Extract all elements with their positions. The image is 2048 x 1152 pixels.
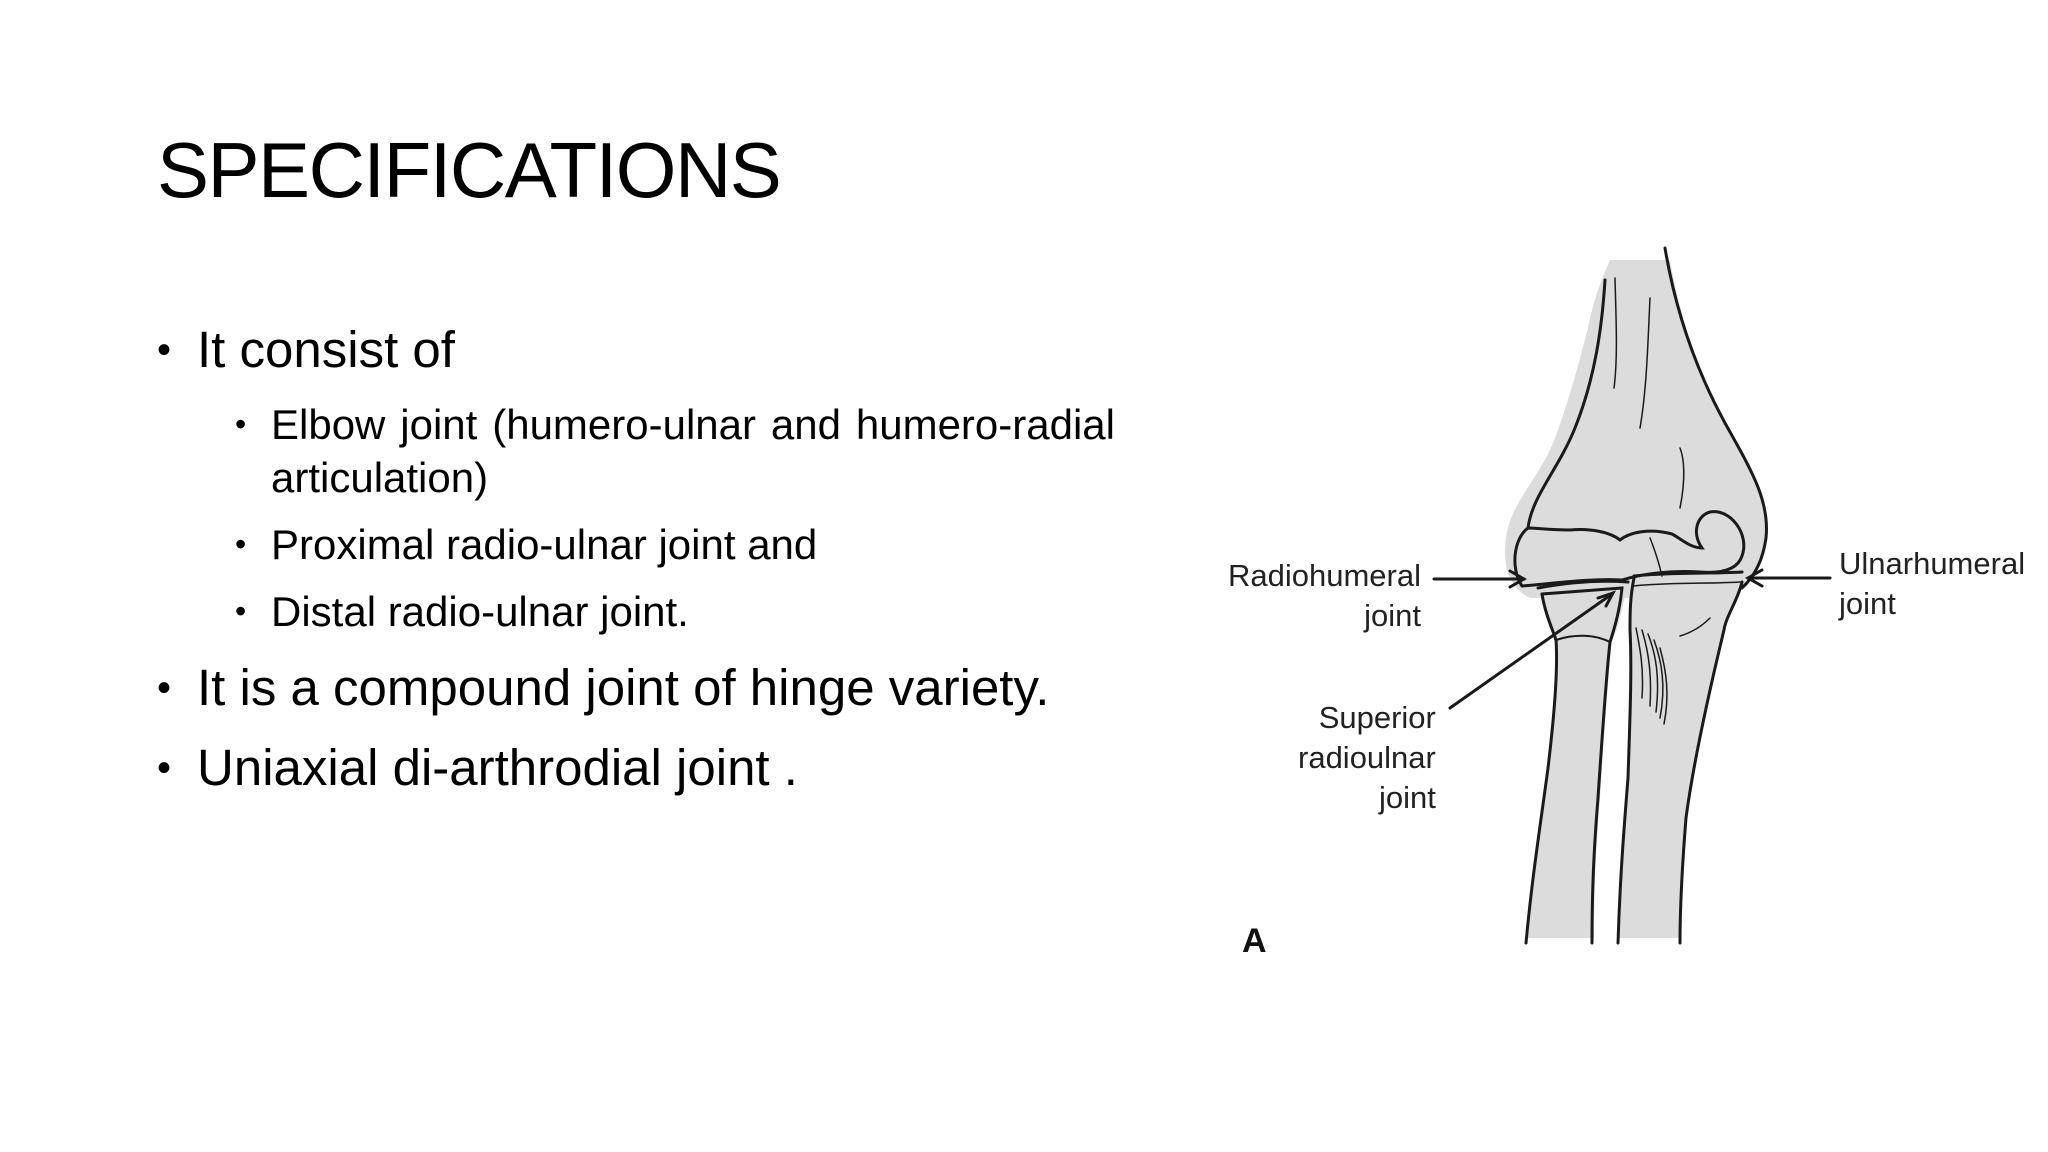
sub-bullet-dot-icon: • xyxy=(235,593,247,629)
bullet-list xyxy=(157,318,1157,816)
radiohumeral-label xyxy=(1228,556,1421,636)
figure-panel-letter: A xyxy=(1242,922,1267,960)
sub-bullet-item xyxy=(235,398,1115,504)
bullet-item xyxy=(157,736,1157,800)
bullet-item xyxy=(157,318,1157,382)
sub-bullet-text: Proximal radio-ulnar joint and xyxy=(271,521,818,568)
bullet-item xyxy=(157,656,1157,720)
ulnarhumeral-label-line2: joint xyxy=(1839,586,1896,621)
superior-radioulnar-label-line1: Superior xyxy=(1318,700,1436,735)
radiohumeral-label-line2: joint xyxy=(1364,598,1421,633)
sub-bullet-list xyxy=(235,398,1115,638)
bullet-text: It is a compound joint of hinge variety. xyxy=(197,659,1050,716)
sub-bullet-item xyxy=(235,585,1115,638)
sub-bullet-dot-icon: • xyxy=(235,526,247,562)
superior-radioulnar-label-line2: radioulnar xyxy=(1298,740,1436,775)
superior-radioulnar-label-line3: joint xyxy=(1379,780,1436,815)
superior-radioulnar-label xyxy=(1298,698,1436,818)
sub-bullet-text: Distal radio-ulnar joint. xyxy=(271,588,689,635)
sub-bullet-item xyxy=(235,518,1115,571)
elbow-joint-figure xyxy=(1210,238,2046,968)
bullet-dot-icon: • xyxy=(157,328,172,372)
bullet-dot-icon: • xyxy=(157,746,172,790)
slide-title: SPECIFICATIONS xyxy=(157,126,781,214)
ulnarhumeral-label-line1: Ulnarhumeral xyxy=(1839,546,2026,581)
ulnarhumeral-label xyxy=(1839,544,2025,624)
bullet-text: It consist of xyxy=(197,321,455,378)
radiohumeral-label-line1: Radiohumeral xyxy=(1228,558,1421,593)
bullet-dot-icon: • xyxy=(157,666,172,710)
sub-bullet-dot-icon: • xyxy=(235,406,247,442)
bullet-text: Uniaxial di-arthrodial joint . xyxy=(197,739,798,796)
sub-bullet-text: Elbow joint (humero-ulnar and humero-radial articulation) xyxy=(271,401,1115,501)
